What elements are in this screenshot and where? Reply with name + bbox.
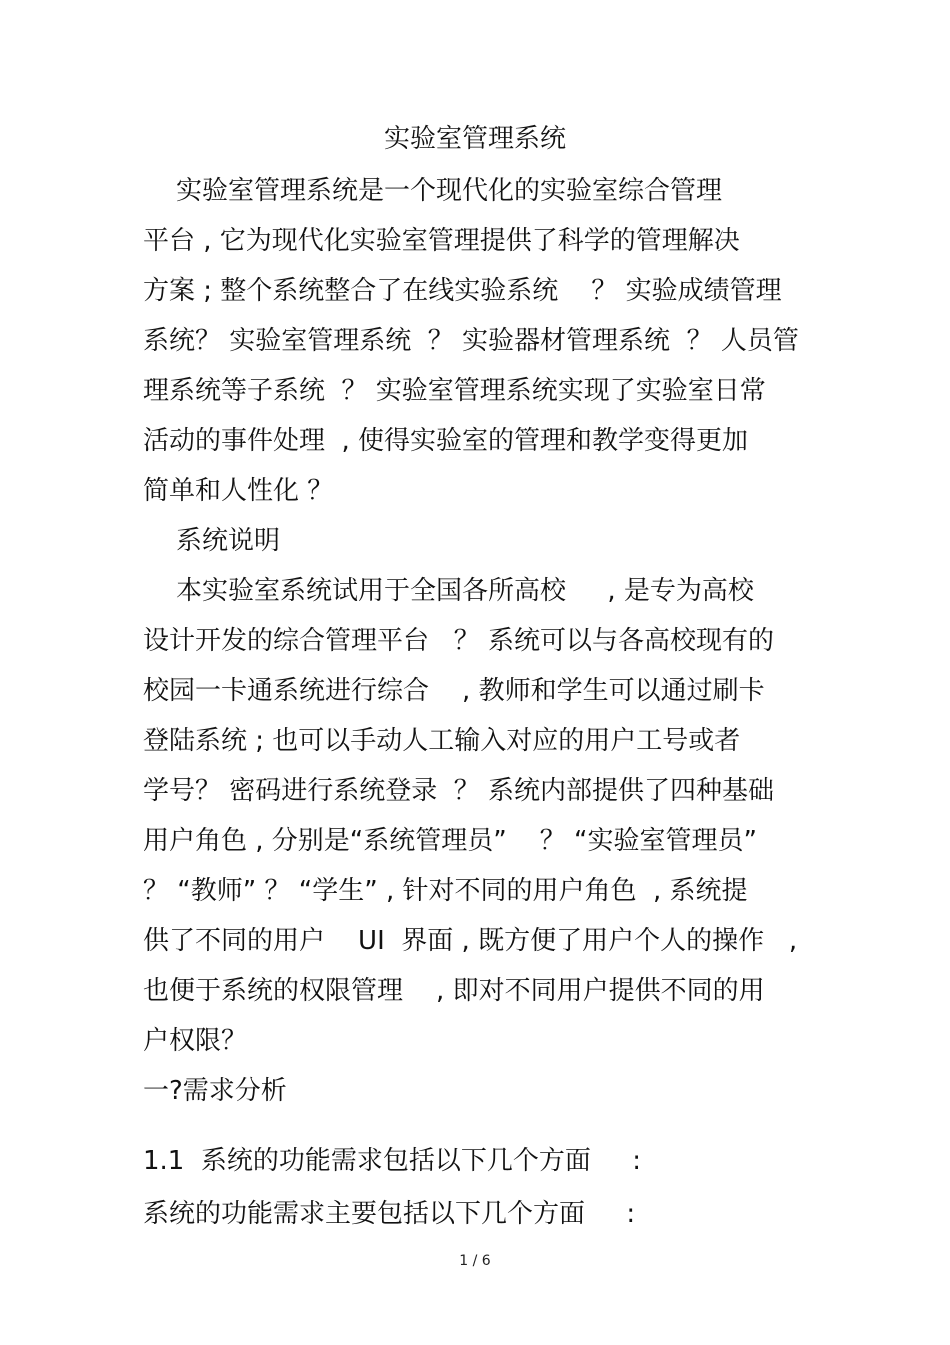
paragraph-line: 简单和人性化 ？ <box>143 476 334 506</box>
paragraph-line: 本实验室系统试用于全国各所高校 , 是专为高校 <box>143 576 754 606</box>
paragraph-line: 校园一卡通系统进行综合 , 教师和学生可以通过刷卡 <box>143 676 765 706</box>
paragraph-line: 户权限？ <box>143 1026 248 1056</box>
document-title: 实验室管理系统 <box>383 124 566 154</box>
paragraph-line: 理系统等子系统 ？ 实验室管理系统实现了实验室日常 <box>143 376 766 406</box>
paragraph-line: 活动的事件处理 , 使得实验室的管理和教学变得更加 <box>143 426 749 456</box>
section-heading: 系统说明 <box>143 526 281 556</box>
paragraph-line: 平台 , 它为现代化实验室管理提供了科学的管理解决 <box>143 226 740 256</box>
paragraph-line: ？ “教师” ？ “学生” , 针对不同的用户角色 , 系统提 <box>143 876 748 906</box>
paragraph-line: 登陆系统 ; 也可以手动人工输入对应的用户工号或者 <box>143 726 741 756</box>
paragraph-line: 学号？ 密码进行系统登录 ？ 系统内部提供了四种基础 <box>143 776 775 806</box>
paragraph-line: 方案 ; 整个系统整合了在线实验系统 ？ 实验成绩管理 <box>143 276 782 306</box>
page-number: 1 / 6 <box>459 1253 491 1269</box>
section-heading: 一?需求分析 <box>143 1076 287 1106</box>
paragraph-line: 用户角色 , 分别是“系统管理员” ？ “实验室管理员” <box>143 826 757 856</box>
paragraph-line: 实验室管理系统是一个现代化的实验室综合管理 <box>143 176 723 206</box>
paragraph-line: 供了不同的用户 UI 界面 , 既方便了用户个人的操作 , <box>143 926 798 956</box>
subsection-heading: 1.1 系统的功能需求包括以下几个方面 : <box>143 1146 641 1176</box>
paragraph-line: 也便于系统的权限管理 , 即对不同用户提供不同的用 <box>143 976 765 1006</box>
paragraph-line: 设计开发的综合管理平台 ？ 系统可以与各高校现有的 <box>143 626 775 656</box>
paragraph-line: 系统？ 实验室管理系统 ？ 实验器材管理系统 ？ 人员管 <box>143 326 799 356</box>
paragraph-line: 系统的功能需求主要包括以下几个方面 : <box>143 1199 636 1229</box>
